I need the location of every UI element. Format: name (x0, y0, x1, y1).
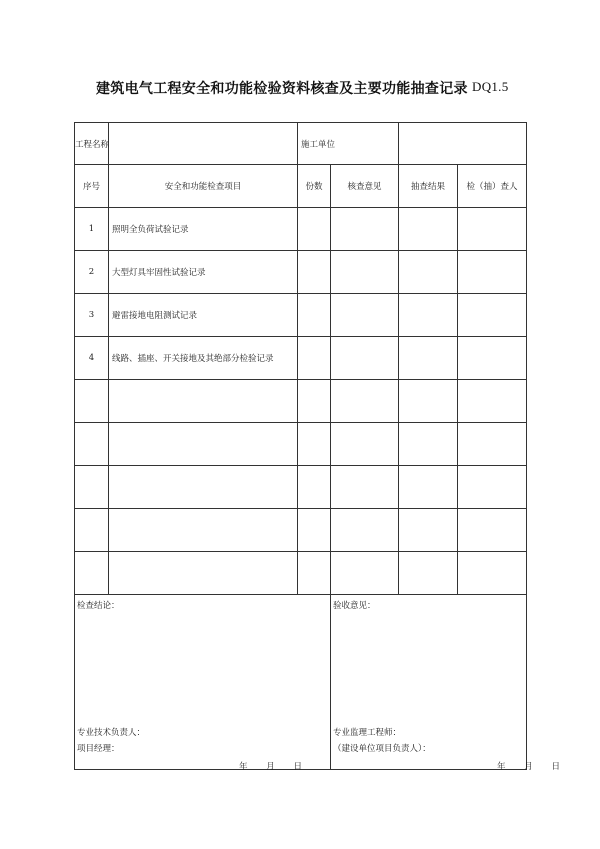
row-copies[interactable] (298, 423, 331, 466)
inspection-conclusion-cell[interactable] (75, 595, 331, 770)
project-name-field[interactable] (109, 123, 298, 165)
row-item[interactable] (109, 552, 298, 595)
left-date-month: 月 (266, 762, 276, 772)
row-result[interactable] (399, 251, 458, 294)
row-opinion[interactable] (331, 208, 399, 251)
row-opinion[interactable] (331, 251, 399, 294)
row-seq (75, 380, 109, 423)
row-item[interactable] (109, 466, 298, 509)
supervising-engineer-signature-label: 专业监理工程师： (333, 728, 402, 738)
technical-lead-signature-label: 专业技术负责人： (77, 728, 146, 738)
table-row (75, 423, 527, 466)
col-checker-header: 检（抽）查人 (458, 165, 527, 208)
row-opinion[interactable] (331, 294, 399, 337)
row-checker[interactable] (458, 251, 527, 294)
table-row (75, 380, 527, 423)
table-row (75, 294, 527, 337)
row-item: 照明全负荷试验记录 (109, 208, 298, 251)
column-header-row (75, 165, 527, 208)
row-opinion[interactable] (331, 466, 399, 509)
project-name-label: 工程名称 (75, 123, 109, 165)
right-date (497, 760, 561, 772)
row-copies[interactable] (298, 552, 331, 595)
acceptance-opinion-label: 验收意见： (333, 601, 376, 611)
inspection-form-table (74, 122, 561, 772)
right-date-year: 年 (497, 762, 507, 772)
owner-project-lead-signature-label: （建设单位项目负责人）： (333, 744, 431, 754)
project-manager-signature-label: 项目经理： (77, 744, 120, 754)
row-seq (75, 552, 109, 595)
row-result[interactable] (399, 294, 458, 337)
table-row (75, 509, 527, 552)
col-result-header: 抽查结果 (399, 165, 458, 208)
row-checker[interactable] (458, 337, 527, 380)
table-row (75, 552, 527, 595)
row-seq (75, 466, 109, 509)
row-opinion[interactable] (331, 337, 399, 380)
left-date-year: 年 (239, 762, 249, 772)
table-row (75, 251, 527, 294)
row-item: 大型灯具牢固性试验记录 (109, 251, 298, 294)
row-result[interactable] (399, 208, 458, 251)
row-opinion[interactable] (331, 380, 399, 423)
row-checker[interactable] (458, 208, 527, 251)
row-copies[interactable] (298, 380, 331, 423)
row-checker[interactable] (458, 552, 527, 595)
col-copies-header: 份数 (298, 165, 331, 208)
table-row (75, 337, 527, 380)
row-opinion[interactable] (331, 423, 399, 466)
row-checker[interactable] (458, 380, 527, 423)
row-opinion[interactable] (331, 509, 399, 552)
row-copies[interactable] (298, 294, 331, 337)
row-copies[interactable] (298, 466, 331, 509)
row-result[interactable] (399, 509, 458, 552)
row-copies[interactable] (298, 208, 331, 251)
row-seq (75, 509, 109, 552)
construction-unit-label: 施工单位 (298, 123, 399, 165)
table-row (75, 208, 527, 251)
row-result[interactable] (399, 552, 458, 595)
acceptance-opinion-cell[interactable] (331, 595, 561, 772)
row-opinion[interactable] (331, 552, 399, 595)
row-checker[interactable] (458, 466, 527, 509)
row-copies[interactable] (298, 337, 331, 380)
construction-unit-field[interactable] (399, 123, 527, 165)
col-opinion-header: 核查意见 (331, 165, 399, 208)
row-checker[interactable] (458, 294, 527, 337)
header-info-row (75, 123, 527, 165)
inspection-conclusion-label: 检查结论： (77, 601, 120, 611)
page-title (96, 78, 526, 98)
form-code: DQ1.5 (472, 79, 509, 94)
row-result[interactable] (399, 337, 458, 380)
row-seq: 1 (75, 208, 109, 251)
row-seq (75, 423, 109, 466)
left-date-day: 日 (293, 762, 303, 772)
row-result[interactable] (399, 466, 458, 509)
row-seq: 4 (75, 337, 109, 380)
right-date-month: 月 (524, 762, 534, 772)
row-item[interactable] (109, 509, 298, 552)
row-item[interactable] (109, 380, 298, 423)
col-seq-header: 序号 (75, 165, 109, 208)
row-item: 线路、插座、开关接地及其绝部分检验记录 (109, 337, 298, 380)
col-item-header: 安全和功能检查项目 (109, 165, 298, 208)
row-item: 避雷接地电阻测试记录 (109, 294, 298, 337)
row-checker[interactable] (458, 423, 527, 466)
left-date (239, 760, 303, 772)
row-copies[interactable] (298, 509, 331, 552)
row-copies[interactable] (298, 251, 331, 294)
table-row (75, 466, 527, 509)
row-seq: 3 (75, 294, 109, 337)
row-checker[interactable] (458, 509, 527, 552)
row-seq: 2 (75, 251, 109, 294)
row-result[interactable] (399, 380, 458, 423)
right-date-day: 日 (551, 762, 561, 772)
row-result[interactable] (399, 423, 458, 466)
title-text: 建筑电气工程安全和功能检验资料核查及主要功能抽查记录 (96, 81, 468, 97)
footer-row (75, 595, 527, 770)
row-item[interactable] (109, 423, 298, 466)
